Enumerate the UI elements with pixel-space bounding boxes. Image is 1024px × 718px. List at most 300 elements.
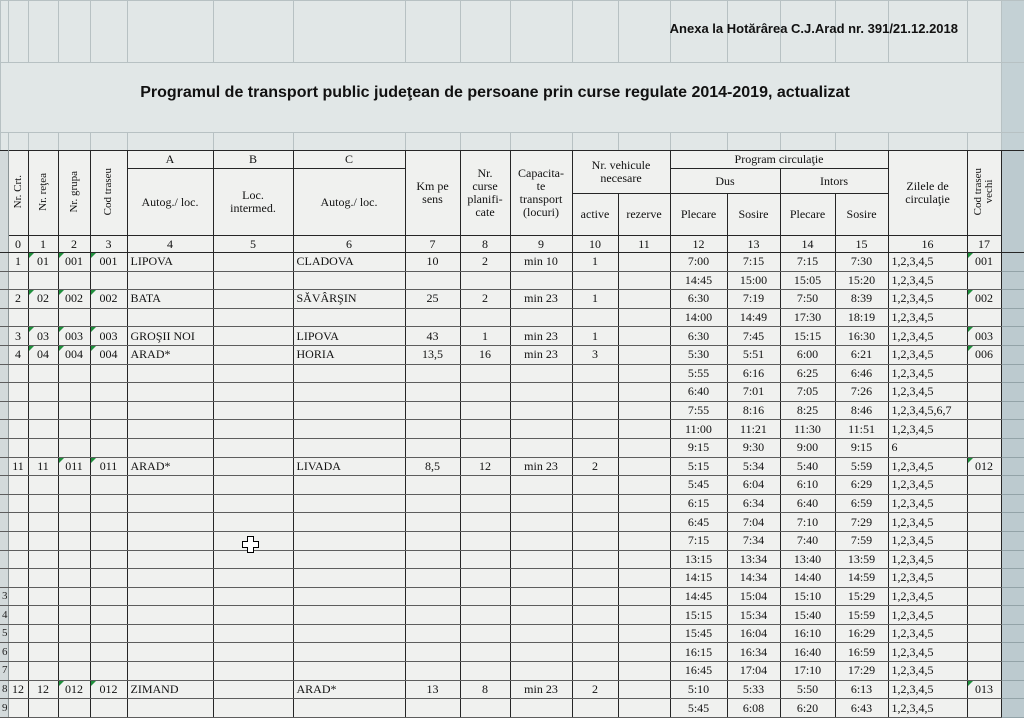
nr-curse-cell[interactable] [460,438,510,457]
cod-traseu-vechi-cell[interactable] [967,699,1001,718]
autog-loc-a-cell[interactable] [127,624,213,643]
autog-loc-c-cell[interactable]: LIPOVA [293,327,405,346]
nr-curse-cell[interactable] [460,699,510,718]
empty-cell[interactable] [1002,1,1024,63]
cod-traseu-cell[interactable] [90,513,127,532]
row-header-cell[interactable]: 7 [0,662,8,681]
dus-sosire-cell[interactable]: 14:34 [727,569,780,588]
empty-cell[interactable] [59,1,91,63]
empty-cell[interactable] [128,1,214,63]
empty-cell[interactable] [1001,550,1024,569]
capacitate-cell[interactable] [510,513,572,532]
dus-plecare-cell[interactable]: 6:30 [670,290,727,309]
loc-intermed-cell[interactable] [213,364,293,383]
cod-traseu-cell[interactable]: 003 [90,327,127,346]
nr-grupa-cell[interactable] [58,364,90,383]
header-dus[interactable]: Dus [670,169,780,194]
empty-cell[interactable] [1002,63,1024,133]
nr-retea-cell[interactable] [28,624,58,643]
empty-cell[interactable] [511,1,573,63]
intors-sosire-cell[interactable]: 7:59 [835,531,888,550]
nr-grupa-cell[interactable] [58,383,90,402]
vehicule-active-cell[interactable]: 1 [572,290,618,309]
autog-loc-c-cell[interactable] [293,476,405,495]
header-letter-b[interactable]: B [213,151,293,169]
intors-sosire-cell[interactable]: 8:46 [835,401,888,420]
intors-sosire-cell[interactable]: 15:20 [835,271,888,290]
vehicule-rezerve-cell[interactable] [618,420,670,439]
nr-crt-cell[interactable] [8,364,28,383]
intors-plecare-cell[interactable]: 17:10 [780,662,835,681]
nr-retea-cell[interactable]: 11 [28,457,58,476]
dus-plecare-cell[interactable]: 7:15 [670,531,727,550]
vehicule-rezerve-cell[interactable] [618,550,670,569]
autog-loc-a-cell[interactable] [127,699,213,718]
nr-grupa-cell[interactable] [58,494,90,513]
empty-cell[interactable] [619,1,671,63]
dus-plecare-cell[interactable]: 15:15 [670,606,727,625]
row-header-cell[interactable] [0,271,8,290]
dus-plecare-cell[interactable]: 16:15 [670,643,727,662]
intors-plecare-cell[interactable]: 9:00 [780,438,835,457]
vehicule-rezerve-cell[interactable] [618,513,670,532]
km-pe-sens-cell[interactable] [405,606,460,625]
dus-sosire-cell[interactable]: 5:51 [727,345,780,364]
header-km-pe-sens[interactable]: Km pe sens [405,151,460,236]
zilele-circulatie-cell[interactable]: 1,2,3,4,5 [888,420,967,439]
dus-sosire-cell[interactable]: 7:45 [727,327,780,346]
dus-plecare-cell[interactable]: 14:00 [670,308,727,327]
loc-intermed-cell[interactable] [213,271,293,290]
nr-crt-cell[interactable] [8,569,28,588]
vehicule-active-cell[interactable] [572,476,618,495]
empty-cell[interactable] [214,1,294,63]
capacitate-cell[interactable] [510,271,572,290]
cod-traseu-vechi-cell[interactable] [967,606,1001,625]
dus-sosire-cell[interactable]: 16:34 [727,643,780,662]
vehicule-active-cell[interactable] [572,643,618,662]
header-dus-sosire[interactable]: Sosire [727,194,780,236]
dus-plecare-cell[interactable]: 6:45 [670,513,727,532]
row-header-cell[interactable] [0,569,8,588]
cod-traseu-vechi-cell[interactable] [967,420,1001,439]
loc-intermed-cell[interactable] [213,345,293,364]
autog-loc-c-cell[interactable]: SĂVÂRŞIN [293,290,405,309]
row-header-cell[interactable]: 3 [0,587,8,606]
nr-retea-cell[interactable] [28,662,58,681]
cod-traseu-vechi-cell[interactable] [967,531,1001,550]
cod-traseu-vechi-cell[interactable] [967,308,1001,327]
vehicule-active-cell[interactable]: 2 [572,680,618,699]
loc-intermed-cell[interactable] [213,476,293,495]
empty-cell[interactable] [511,133,573,151]
nr-curse-cell[interactable] [460,420,510,439]
autog-loc-c-cell[interactable] [293,531,405,550]
empty-cell[interactable] [294,1,406,63]
cod-traseu-vechi-cell[interactable] [967,587,1001,606]
row-header-cell[interactable] [0,327,8,346]
zilele-circulatie-cell[interactable]: 1,2,3,4,5 [888,253,967,272]
row-header-cell[interactable] [0,513,8,532]
loc-intermed-cell[interactable] [213,643,293,662]
km-pe-sens-cell[interactable] [405,364,460,383]
empty-cell[interactable] [1001,531,1024,550]
column-number-cell[interactable]: 8 [460,236,510,253]
km-pe-sens-cell[interactable]: 13 [405,680,460,699]
km-pe-sens-cell[interactable] [405,308,460,327]
autog-loc-a-cell[interactable] [127,401,213,420]
capacitate-cell[interactable]: min 10 [510,253,572,272]
empty-cell[interactable] [128,133,214,151]
cod-traseu-vechi-cell[interactable] [967,643,1001,662]
empty-cell[interactable] [1001,494,1024,513]
nr-grupa-cell[interactable] [58,624,90,643]
cod-traseu-cell[interactable] [90,271,127,290]
empty-cell[interactable] [29,1,59,63]
row-header-cell[interactable]: 6 [0,643,8,662]
nr-curse-cell[interactable] [460,401,510,420]
vehicule-rezerve-cell[interactable] [618,662,670,681]
vehicule-active-cell[interactable] [572,531,618,550]
loc-intermed-cell[interactable] [213,438,293,457]
zilele-circulatie-cell[interactable]: 1,2,3,4,5 [888,569,967,588]
dus-plecare-cell[interactable]: 5:15 [670,457,727,476]
vehicule-active-cell[interactable] [572,420,618,439]
intors-sosire-cell[interactable]: 7:29 [835,513,888,532]
cod-traseu-cell[interactable] [90,476,127,495]
empty-cell[interactable] [1001,643,1024,662]
column-number-cell[interactable]: 13 [727,236,780,253]
cod-traseu-vechi-cell[interactable] [967,569,1001,588]
autog-loc-a-cell[interactable] [127,476,213,495]
dus-plecare-cell[interactable]: 7:00 [670,253,727,272]
column-number-cell[interactable]: 3 [90,236,127,253]
vehicule-active-cell[interactable] [572,550,618,569]
zilele-circulatie-cell[interactable]: 1,2,3,4,5 [888,494,967,513]
empty-cell[interactable] [1001,680,1024,699]
empty-cell[interactable] [406,133,461,151]
column-number-cell[interactable]: 12 [670,236,727,253]
km-pe-sens-cell[interactable] [405,494,460,513]
nr-curse-cell[interactable] [460,494,510,513]
column-number-cell[interactable]: 1 [28,236,58,253]
nr-grupa-cell[interactable] [58,308,90,327]
autog-loc-c-cell[interactable]: HORIA [293,345,405,364]
dus-sosire-cell[interactable]: 6:04 [727,476,780,495]
loc-intermed-cell[interactable] [213,327,293,346]
km-pe-sens-cell[interactable] [405,531,460,550]
cod-traseu-cell[interactable] [90,550,127,569]
nr-curse-cell[interactable] [460,662,510,681]
intors-plecare-cell[interactable]: 16:40 [780,643,835,662]
zilele-circulatie-cell[interactable]: 1,2,3,4,5 [888,624,967,643]
empty-cell[interactable] [1001,606,1024,625]
cod-traseu-vechi-cell[interactable] [967,383,1001,402]
vehicule-rezerve-cell[interactable] [618,476,670,495]
nr-retea-cell[interactable] [28,513,58,532]
dus-plecare-cell[interactable]: 5:30 [670,345,727,364]
loc-intermed-cell[interactable] [213,308,293,327]
cod-traseu-cell[interactable] [90,624,127,643]
nr-retea-cell[interactable]: 12 [28,680,58,699]
intors-sosire-cell[interactable]: 15:29 [835,587,888,606]
intors-plecare-cell[interactable]: 15:15 [780,327,835,346]
cod-traseu-cell[interactable] [90,383,127,402]
row-header-cell[interactable] [0,151,8,253]
nr-crt-cell[interactable] [8,662,28,681]
loc-intermed-cell[interactable] [213,401,293,420]
header-program-circulatie[interactable]: Program circulaţie [670,151,888,169]
autog-loc-c-cell[interactable] [293,438,405,457]
vehicule-active-cell[interactable] [572,401,618,420]
km-pe-sens-cell[interactable] [405,438,460,457]
cod-traseu-cell[interactable]: 002 [90,290,127,309]
cod-traseu-vechi-cell[interactable] [967,662,1001,681]
km-pe-sens-cell[interactable] [405,662,460,681]
row-header-cell[interactable] [0,383,8,402]
empty-cell[interactable] [59,133,91,151]
vehicule-rezerve-cell[interactable] [618,606,670,625]
nr-grupa-cell[interactable] [58,643,90,662]
nr-retea-cell[interactable] [28,438,58,457]
vehicule-rezerve-cell[interactable] [618,624,670,643]
empty-cell[interactable] [1001,308,1024,327]
dus-plecare-cell[interactable]: 6:40 [670,383,727,402]
dus-sosire-cell[interactable]: 5:34 [727,457,780,476]
vehicule-rezerve-cell[interactable] [618,290,670,309]
nr-crt-cell[interactable] [8,699,28,718]
autog-loc-a-cell[interactable] [127,643,213,662]
row-header-cell[interactable] [0,290,8,309]
intors-sosire-cell[interactable]: 6:13 [835,680,888,699]
loc-intermed-cell[interactable] [213,513,293,532]
cod-traseu-cell[interactable] [90,662,127,681]
row-header-cell[interactable] [0,364,8,383]
dus-plecare-cell[interactable]: 13:15 [670,550,727,569]
vehicule-rezerve-cell[interactable] [618,643,670,662]
vehicule-rezerve-cell[interactable] [618,364,670,383]
dus-plecare-cell[interactable]: 5:45 [670,476,727,495]
nr-curse-cell[interactable] [460,364,510,383]
row-header-cell[interactable] [0,345,8,364]
dus-sosire-cell[interactable]: 7:34 [727,531,780,550]
autog-loc-a-cell[interactable] [127,420,213,439]
column-number-cell[interactable]: 6 [293,236,405,253]
nr-grupa-cell[interactable] [58,699,90,718]
intors-sosire-cell[interactable]: 5:59 [835,457,888,476]
km-pe-sens-cell[interactable] [405,569,460,588]
vehicule-active-cell[interactable]: 3 [572,345,618,364]
autog-loc-c-cell[interactable] [293,587,405,606]
header-nr-curse[interactable]: Nr. curse planifi- cate [460,151,510,236]
km-pe-sens-cell[interactable] [405,643,460,662]
empty-cell[interactable] [1,1,9,63]
km-pe-sens-cell[interactable] [405,699,460,718]
nr-grupa-cell[interactable] [58,606,90,625]
nr-curse-cell[interactable] [460,308,510,327]
empty-cell[interactable] [1001,513,1024,532]
intors-sosire-cell[interactable]: 14:59 [835,569,888,588]
intors-sosire-cell[interactable]: 13:59 [835,550,888,569]
autog-loc-a-cell[interactable] [127,662,213,681]
zilele-circulatie-cell[interactable]: 1,2,3,4,5 [888,643,967,662]
dus-sosire-cell[interactable]: 6:34 [727,494,780,513]
row-header-cell[interactable]: 5 [0,624,8,643]
intors-sosire-cell[interactable]: 6:21 [835,345,888,364]
vehicule-active-cell[interactable] [572,569,618,588]
nr-retea-cell[interactable] [28,587,58,606]
intors-plecare-cell[interactable]: 7:50 [780,290,835,309]
loc-intermed-cell[interactable] [213,624,293,643]
empty-cell[interactable] [1002,133,1024,151]
vehicule-rezerve-cell[interactable] [618,587,670,606]
cod-traseu-cell[interactable]: 004 [90,345,127,364]
intors-plecare-cell[interactable]: 7:10 [780,513,835,532]
nr-retea-cell[interactable] [28,531,58,550]
cod-traseu-vechi-cell[interactable]: 012 [967,457,1001,476]
row-header-cell[interactable]: 4 [0,606,8,625]
autog-loc-c-cell[interactable] [293,383,405,402]
header-nr-vehicule[interactable]: Nr. vehicule necesare [572,151,670,194]
nr-grupa-cell[interactable] [58,550,90,569]
nr-crt-cell[interactable] [8,271,28,290]
zilele-circulatie-cell[interactable]: 1,2,3,4,5 [888,513,967,532]
km-pe-sens-cell[interactable] [405,550,460,569]
nr-crt-cell[interactable] [8,383,28,402]
intors-plecare-cell[interactable]: 7:40 [780,531,835,550]
vehicule-active-cell[interactable] [572,438,618,457]
empty-cell[interactable] [781,133,836,151]
cod-traseu-cell[interactable] [90,308,127,327]
nr-crt-cell[interactable] [8,643,28,662]
loc-intermed-cell[interactable] [213,569,293,588]
row-header-cell[interactable] [0,308,8,327]
intors-plecare-cell[interactable]: 7:15 [780,253,835,272]
km-pe-sens-cell[interactable]: 8,5 [405,457,460,476]
vehicule-rezerve-cell[interactable] [618,438,670,457]
nr-grupa-cell[interactable] [58,531,90,550]
nr-crt-cell[interactable]: 3 [8,327,28,346]
nr-crt-cell[interactable] [8,624,28,643]
autog-loc-a-cell[interactable] [127,531,213,550]
capacitate-cell[interactable]: min 23 [510,345,572,364]
empty-cell[interactable] [1001,569,1024,588]
intors-plecare-cell[interactable]: 6:00 [780,345,835,364]
header-letter-c[interactable]: C [293,151,405,169]
dus-sosire-cell[interactable]: 6:08 [727,699,780,718]
loc-intermed-cell[interactable] [213,662,293,681]
zilele-circulatie-cell[interactable]: 1,2,3,4,5 [888,531,967,550]
empty-cell[interactable] [214,133,294,151]
intors-plecare-cell[interactable]: 14:40 [780,569,835,588]
cod-traseu-cell[interactable] [90,364,127,383]
autog-loc-a-cell[interactable] [127,550,213,569]
autog-loc-a-cell[interactable] [127,494,213,513]
nr-retea-cell[interactable]: 02 [28,290,58,309]
nr-curse-cell[interactable]: 12 [460,457,510,476]
dus-plecare-cell[interactable]: 6:30 [670,327,727,346]
vehicule-active-cell[interactable] [572,513,618,532]
intors-sosire-cell[interactable]: 7:26 [835,383,888,402]
empty-cell[interactable] [461,133,511,151]
vehicule-rezerve-cell[interactable] [618,308,670,327]
header-capacitate[interactable]: Capacita- te transport (locuri) [510,151,572,236]
vehicule-active-cell[interactable] [572,624,618,643]
nr-curse-cell[interactable] [460,550,510,569]
cod-traseu-vechi-cell[interactable] [967,550,1001,569]
nr-curse-cell[interactable]: 16 [460,345,510,364]
autog-loc-c-cell[interactable] [293,364,405,383]
loc-intermed-cell[interactable] [213,680,293,699]
nr-crt-cell[interactable]: 4 [8,345,28,364]
vehicule-rezerve-cell[interactable] [618,457,670,476]
intors-sosire-cell[interactable]: 6:43 [835,699,888,718]
header-autog-loc-a[interactable]: Autog./ loc. [127,169,213,236]
nr-grupa-cell[interactable]: 004 [58,345,90,364]
cod-traseu-cell[interactable] [90,699,127,718]
nr-crt-cell[interactable] [8,606,28,625]
nr-curse-cell[interactable] [460,587,510,606]
nr-retea-cell[interactable] [28,308,58,327]
zilele-circulatie-cell[interactable]: 1,2,3,4,5 [888,699,967,718]
autog-loc-a-cell[interactable] [127,364,213,383]
empty-cell[interactable] [1,133,9,151]
empty-cell[interactable] [1001,476,1024,495]
km-pe-sens-cell[interactable]: 13,5 [405,345,460,364]
zilele-circulatie-cell[interactable]: 1,2,3,4,5 [888,345,967,364]
autog-loc-c-cell[interactable] [293,606,405,625]
empty-cell[interactable] [889,133,968,151]
nr-curse-cell[interactable] [460,513,510,532]
column-number-cell[interactable]: 11 [618,236,670,253]
dus-sosire-cell[interactable]: 5:33 [727,680,780,699]
intors-sosire-cell[interactable]: 9:15 [835,438,888,457]
vehicule-rezerve-cell[interactable] [618,383,670,402]
intors-plecare-cell[interactable]: 5:50 [780,680,835,699]
cod-traseu-cell[interactable] [90,643,127,662]
vehicule-rezerve-cell[interactable] [618,327,670,346]
autog-loc-a-cell[interactable]: ZIMAND [127,680,213,699]
empty-cell[interactable] [573,1,619,63]
nr-retea-cell[interactable] [28,699,58,718]
vehicule-active-cell[interactable]: 1 [572,327,618,346]
dus-plecare-cell[interactable]: 15:45 [670,624,727,643]
intors-sosire-cell[interactable]: 8:39 [835,290,888,309]
empty-cell[interactable] [1001,151,1024,253]
nr-crt-cell[interactable]: 2 [8,290,28,309]
dus-sosire-cell[interactable]: 14:49 [727,308,780,327]
intors-plecare-cell[interactable]: 13:40 [780,550,835,569]
dus-sosire-cell[interactable]: 16:04 [727,624,780,643]
zilele-circulatie-cell[interactable]: 1,2,3,4,5 [888,662,967,681]
column-number-cell[interactable]: 17 [967,236,1001,253]
capacitate-cell[interactable] [510,476,572,495]
autog-loc-c-cell[interactable] [293,420,405,439]
nr-crt-cell[interactable]: 12 [8,680,28,699]
dus-sosire-cell[interactable]: 7:19 [727,290,780,309]
autog-loc-a-cell[interactable]: GROŞII NOI [127,327,213,346]
empty-cell[interactable] [968,1,1002,63]
empty-cell[interactable] [461,1,511,63]
capacitate-cell[interactable] [510,569,572,588]
loc-intermed-cell[interactable] [213,253,293,272]
header-loc-intermed[interactable]: Loc. intermed. [213,169,293,236]
km-pe-sens-cell[interactable] [405,587,460,606]
header-intors[interactable]: Intors [780,169,888,194]
nr-curse-cell[interactable]: 2 [460,253,510,272]
nr-grupa-cell[interactable] [58,587,90,606]
km-pe-sens-cell[interactable] [405,420,460,439]
